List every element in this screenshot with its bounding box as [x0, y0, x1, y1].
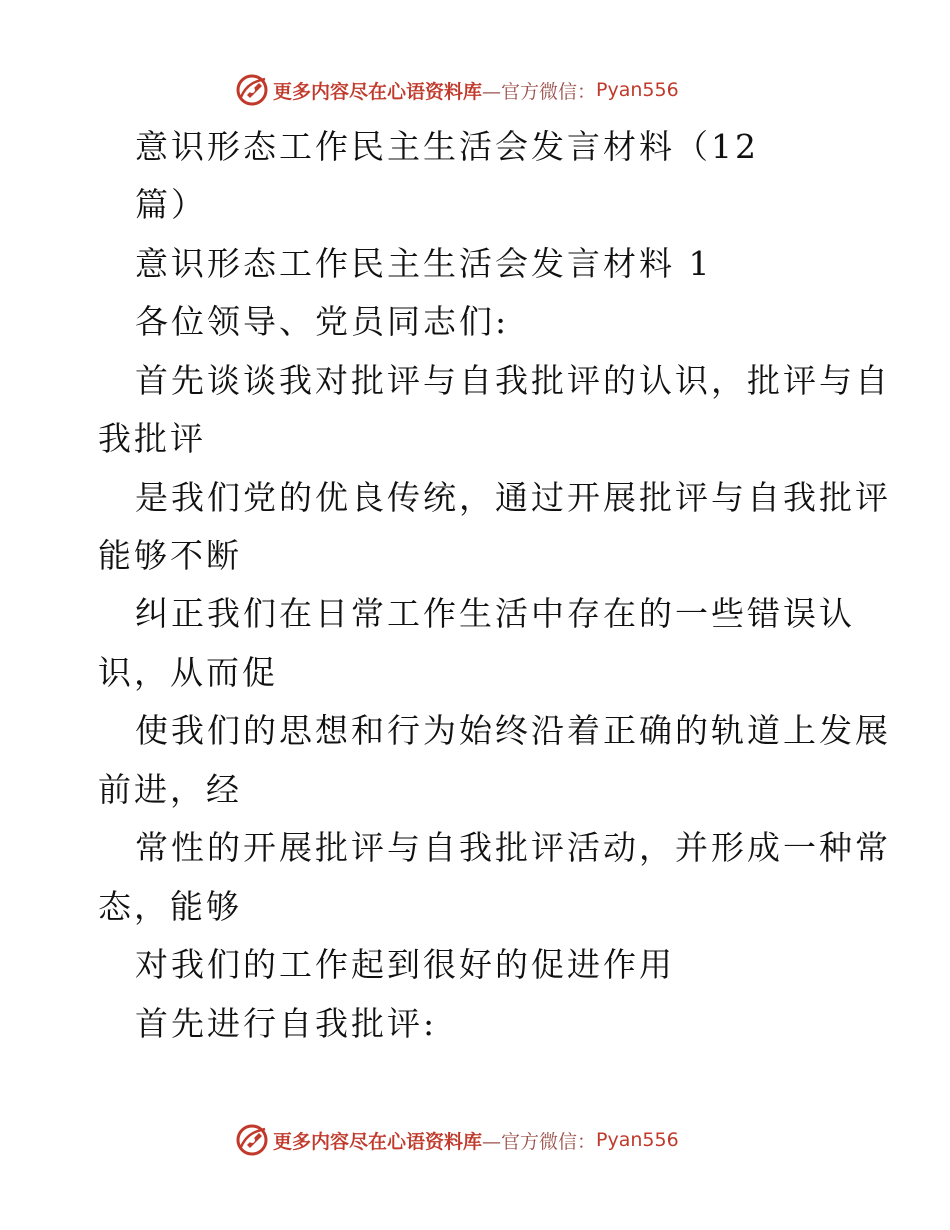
header-watermark-banner	[235, 73, 679, 107]
paragraph-line: 首先谈谈我对批评与自我批评的认识，批评与自	[135, 361, 891, 400]
section-heading: 意识形态工作民主生活会发言材料 1	[135, 244, 713, 283]
paragraph-line: 态，能够	[98, 887, 242, 926]
paragraph-line: 识，从而促	[98, 653, 278, 692]
paragraph-line: 对我们的工作起到很好的促进作用	[135, 945, 675, 984]
watermark-sub-text: —官方微信：	[482, 1130, 597, 1153]
salutation: 各位领导、党员同志们:	[135, 302, 510, 341]
paragraph-line: 我批评	[98, 419, 206, 458]
watermark-main-text: 更多内容尽在心语资料库	[273, 1130, 483, 1153]
watermark-wechat-id: Pyan556	[596, 79, 679, 101]
paragraph-line: 纠正我们在日常工作生活中存在的一些错误认	[135, 594, 855, 633]
paragraph-line: 首先进行自我批评:	[135, 1004, 438, 1043]
paragraph-line: 是我们党的优良传统，通过开展批评与自我批评	[135, 478, 891, 517]
pen-logo-icon	[235, 73, 269, 107]
paragraph-line: 常性的开展批评与自我批评活动，并形成一种常	[135, 828, 891, 867]
watermark-wechat-id: Pyan556	[596, 1129, 679, 1151]
watermark-sub-text: —官方微信：	[482, 80, 597, 103]
document-title-line-1: 意识形态工作民主生活会发言材料（12	[135, 127, 759, 166]
paragraph-line: 前进，经	[98, 770, 242, 809]
pen-logo-icon	[235, 1123, 269, 1157]
document-title-line-2: 篇）	[135, 185, 207, 224]
paragraph-line: 使我们的思想和行为始终沿着正确的轨道上发展	[135, 711, 891, 750]
watermark-main-text: 更多内容尽在心语资料库	[273, 80, 483, 103]
paragraph-line: 能够不断	[98, 536, 242, 575]
footer-watermark-banner	[235, 1123, 679, 1157]
